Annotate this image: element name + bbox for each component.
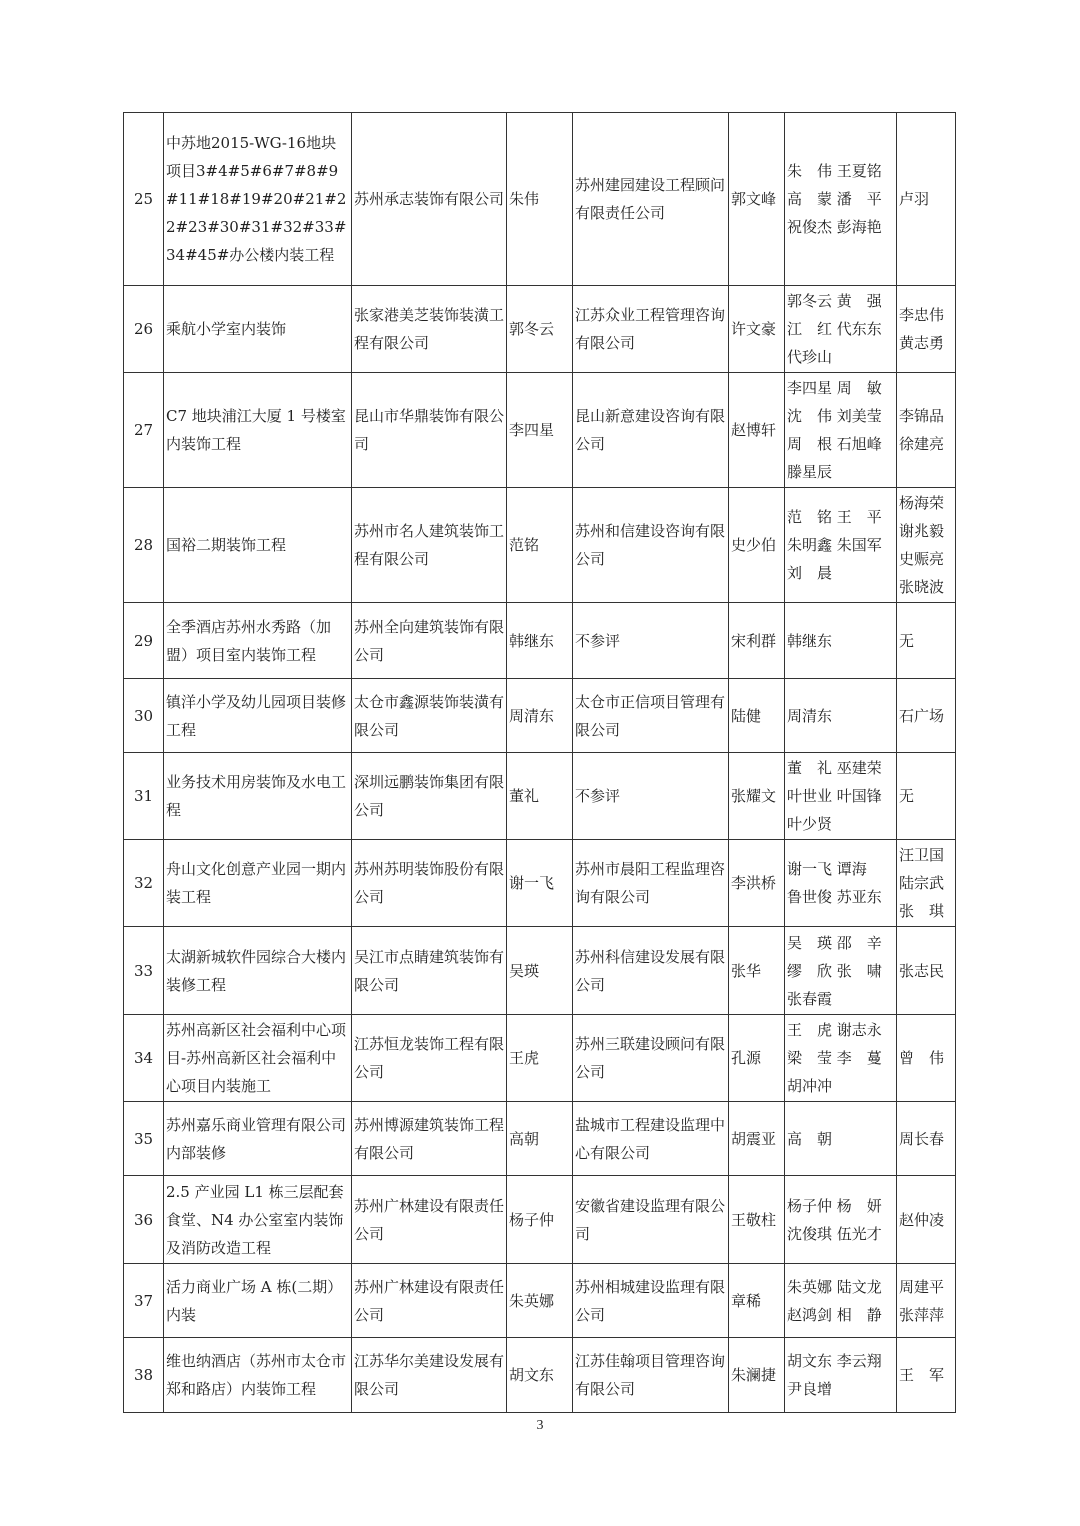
members-line: 高 蒙 潘 平 [787,190,882,208]
cell-manager: 韩继东 [507,603,573,679]
cell-project: 太湖新城软件园综合大楼内装修工程 [164,927,352,1015]
cell-chief: 李洪桥 [729,840,785,927]
cell-manager: 杨子仲 [507,1176,573,1264]
cell-chief: 许文豪 [729,286,785,373]
cell-others [897,679,956,753]
others-line: 李忠伟 [899,306,945,324]
cell-manager: 吴瑛 [507,927,573,1015]
cell-others [897,286,956,373]
cell-chief: 张华 [729,927,785,1015]
members-line: 沈 伟 刘美莹 [787,407,882,425]
table-row [124,753,956,840]
cell-no: 38 [124,1338,164,1413]
cell-manager: 周清东 [507,679,573,753]
cell-supervisor: 太仓市正信项目管理有限公司 [573,679,729,753]
cell-members [785,679,897,753]
cell-others [897,840,956,927]
cell-project: 镇洋小学及幼儿园项目装修工程 [164,679,352,753]
cell-others [897,927,956,1015]
cell-others [897,1015,956,1102]
members-line: 王 虎 谢志永 [787,1021,882,1039]
cell-others [897,1102,956,1176]
members-line: 尹良增 [787,1380,833,1398]
cell-manager: 高朝 [507,1102,573,1176]
cell-no: 36 [124,1176,164,1264]
cell-members [785,927,897,1015]
others-line: 杨海荣 [899,494,945,512]
cell-supervisor: 苏州和信建设咨询有限公司 [573,488,729,603]
cell-chief: 赵博轩 [729,373,785,488]
table-row [124,1102,956,1176]
cell-contractor: 苏州博源建筑装饰工程有限公司 [352,1102,507,1176]
cell-contractor: 深圳远鹏装饰集团有限公司 [352,753,507,840]
others-line: 史赈亮 [899,550,945,568]
members-line: 梁 莹 李 蔓 [787,1049,882,1067]
cell-no: 28 [124,488,164,603]
members-line: 叶世业 叶国锋 [787,787,882,805]
cell-supervisor: 江苏佳翰项目管理咨询有限公司 [573,1338,729,1413]
cell-manager: 董礼 [507,753,573,840]
cell-project: 国裕二期装饰工程 [164,488,352,603]
cell-members [785,1102,897,1176]
members-line: 刘 晨 [787,564,833,582]
cell-others [897,1176,956,1264]
others-line: 王 军 [899,1366,945,1384]
others-line: 无 [899,631,915,650]
others-line: 石广场 [899,706,945,725]
table-body [124,113,956,1413]
cell-chief: 史少伯 [729,488,785,603]
cell-members [785,373,897,488]
table-row [124,1015,956,1102]
cell-no: 26 [124,286,164,373]
cell-project: 2.5 产业园 L1 栋三层配套食堂、N4 办公室室内装饰及消防改造工程 [164,1176,352,1264]
cell-chief: 郭文峰 [729,113,785,286]
cell-others [897,113,956,286]
others-line: 汪卫国 [899,846,945,864]
members-line: 代珍山 [787,348,833,366]
members-line: 范 铭 王 平 [787,508,882,526]
cell-chief: 王敬柱 [729,1176,785,1264]
cell-members [785,1338,897,1413]
members-line: 江 红 代东东 [787,320,882,338]
others-line: 卢羽 [899,190,930,208]
cell-project: 全季酒店苏州水秀路（加盟）项目室内装饰工程 [164,603,352,679]
cell-no: 30 [124,679,164,753]
cell-contractor: 吴江市点睛建筑装饰有限公司 [352,927,507,1015]
others-line: 陆宗武 [899,874,945,892]
others-line: 周建平 [899,1277,945,1296]
cell-no: 34 [124,1015,164,1102]
members-line: 吴 瑛 邵 辛 [787,933,882,952]
members-line: 韩继东 [787,631,833,650]
cell-supervisor: 不参评 [573,753,729,840]
cell-chief: 朱澜捷 [729,1338,785,1413]
table-row [124,488,956,603]
table-row [124,286,956,373]
members-line: 李四星 周 敏 [787,379,882,397]
cell-chief: 张耀文 [729,753,785,840]
cell-manager: 王虎 [507,1015,573,1102]
cell-project: 苏州嘉乐商业管理有限公司内部装修 [164,1102,352,1176]
others-line: 无 [899,787,915,805]
cell-project: 维也纳酒店（苏州市太仓市郑和路店）内装饰工程 [164,1338,352,1413]
cell-project: 苏州高新区社会福利中心项目-苏州高新区社会福利中心项目内装施工 [164,1015,352,1102]
members-line: 鲁世俊 苏亚东 [787,888,882,906]
cell-contractor: 昆山市华鼎装饰有限公司 [352,373,507,488]
cell-project: 业务技术用房装饰及水电工程 [164,753,352,840]
table-row [124,679,956,753]
cell-no: 32 [124,840,164,927]
cell-no: 29 [124,603,164,679]
table-row [124,113,956,286]
members-line: 胡冲冲 [787,1077,833,1095]
cell-manager: 朱伟 [507,113,573,286]
others-line: 徐建亮 [899,435,945,453]
cell-manager: 李四星 [507,373,573,488]
cell-contractor: 苏州广林建设有限责任公司 [352,1264,507,1338]
others-line: 张晓波 [899,578,945,596]
award-table [123,112,956,1413]
others-line: 张志民 [899,961,945,980]
cell-others [897,488,956,603]
table-row [124,373,956,488]
others-line: 赵仲凌 [899,1210,945,1229]
table-row [124,1264,956,1338]
members-line: 周清东 [787,706,833,725]
members-line: 沈俊琪 伍光才 [787,1224,882,1243]
others-line: 李锦品 [899,407,945,425]
cell-chief: 陆健 [729,679,785,753]
members-line: 张春霞 [787,989,833,1008]
cell-supervisor: 苏州相城建设监理有限公司 [573,1264,729,1338]
cell-manager: 范铭 [507,488,573,603]
table-row [124,840,956,927]
members-line: 谢一飞 谭海 [787,860,867,878]
members-line: 胡文东 李云翔 [787,1352,882,1370]
cell-project: C7 地块浦江大厦 1 号楼室内装饰工程 [164,373,352,488]
cell-contractor: 苏州市名人建筑装饰工程有限公司 [352,488,507,603]
cell-supervisor: 苏州三联建设顾问有限公司 [573,1015,729,1102]
cell-project: 活力商业广场 A 栋(二期）内装 [164,1264,352,1338]
cell-manager: 谢一飞 [507,840,573,927]
others-line: 张萍萍 [899,1305,945,1324]
cell-others [897,603,956,679]
cell-supervisor: 昆山新意建设咨询有限公司 [573,373,729,488]
members-line: 赵鸿剑 相 静 [787,1305,882,1324]
cell-contractor: 江苏恒龙装饰工程有限公司 [352,1015,507,1102]
members-line: 杨子仲 杨 妍 [787,1196,882,1215]
members-line: 高 朝 [787,1129,833,1148]
cell-no: 33 [124,927,164,1015]
cell-supervisor: 盐城市工程建设监理中心有限公司 [573,1102,729,1176]
cell-supervisor: 不参评 [573,603,729,679]
cell-members [785,603,897,679]
cell-supervisor: 苏州科信建设发展有限公司 [573,927,729,1015]
cell-no: 37 [124,1264,164,1338]
others-line: 曾 伟 [899,1049,945,1067]
others-line: 周长春 [899,1129,945,1148]
cell-chief: 宋利群 [729,603,785,679]
cell-no: 35 [124,1102,164,1176]
cell-no: 25 [124,113,164,286]
cell-others [897,753,956,840]
members-line: 叶少贤 [787,815,833,833]
cell-members [785,488,897,603]
cell-project: 舟山文化创意产业园一期内装工程 [164,840,352,927]
cell-supervisor: 苏州建园建设工程顾问有限责任公司 [573,113,729,286]
cell-members [785,1176,897,1264]
table-row [124,1176,956,1264]
cell-contractor: 江苏华尔美建设发展有限公司 [352,1338,507,1413]
cell-members [785,113,897,286]
cell-contractor: 张家港美芝装饰装潢工程有限公司 [352,286,507,373]
cell-contractor: 苏州苏明装饰股份有限公司 [352,840,507,927]
cell-members [785,753,897,840]
cell-others [897,1338,956,1413]
others-line: 黄志勇 [899,334,945,352]
cell-project: 中苏地2015-WG-16地块项目3#4#5#6#7#8#9#11#18#19#20#21#22#23#30#31#32#33#34#45#办公楼内装工程 [164,113,352,286]
table-row [124,603,956,679]
cell-contractor: 太仓市鑫源装饰装潢有限公司 [352,679,507,753]
members-line: 郭冬云 黄 强 [787,292,882,310]
cell-contractor: 苏州承志装饰有限公司 [352,113,507,286]
cell-manager: 郭冬云 [507,286,573,373]
cell-members [785,286,897,373]
cell-members [785,1264,897,1338]
members-line: 周 根 石旭峰 [787,435,882,453]
cell-others [897,1264,956,1338]
members-line: 朱英娜 陆文龙 [787,1277,882,1296]
cell-members [785,840,897,927]
table-row [124,1338,956,1413]
cell-no: 31 [124,753,164,840]
cell-manager: 朱英娜 [507,1264,573,1338]
cell-chief: 孔源 [729,1015,785,1102]
cell-no: 27 [124,373,164,488]
cell-chief: 胡震亚 [729,1102,785,1176]
cell-manager: 胡文东 [507,1338,573,1413]
cell-contractor: 苏州全向建筑装饰有限公司 [352,603,507,679]
cell-members [785,1015,897,1102]
members-line: 滕星辰 [787,463,833,481]
cell-project: 乘航小学室内装饰 [164,286,352,373]
members-line: 董 礼 巫建荣 [787,759,882,777]
cell-supervisor: 江苏众业工程管理咨询有限公司 [573,286,729,373]
members-line: 朱明鑫 朱国军 [787,536,882,554]
cell-contractor: 苏州广林建设有限责任公司 [352,1176,507,1264]
members-line: 朱 伟 王夏铭 [787,162,882,180]
others-line: 张 琪 [899,902,945,920]
others-line: 谢兆毅 [899,522,945,540]
members-line: 祝俊杰 彭海艳 [787,218,882,236]
members-line: 缪 欣 张 啸 [787,961,882,980]
cell-supervisor: 安徽省建设监理有限公司 [573,1176,729,1264]
cell-supervisor: 苏州市晨阳工程监理咨询有限公司 [573,840,729,927]
table-row [124,927,956,1015]
cell-others [897,373,956,488]
page-number: 3 [536,1418,544,1433]
cell-chief: 章稀 [729,1264,785,1338]
